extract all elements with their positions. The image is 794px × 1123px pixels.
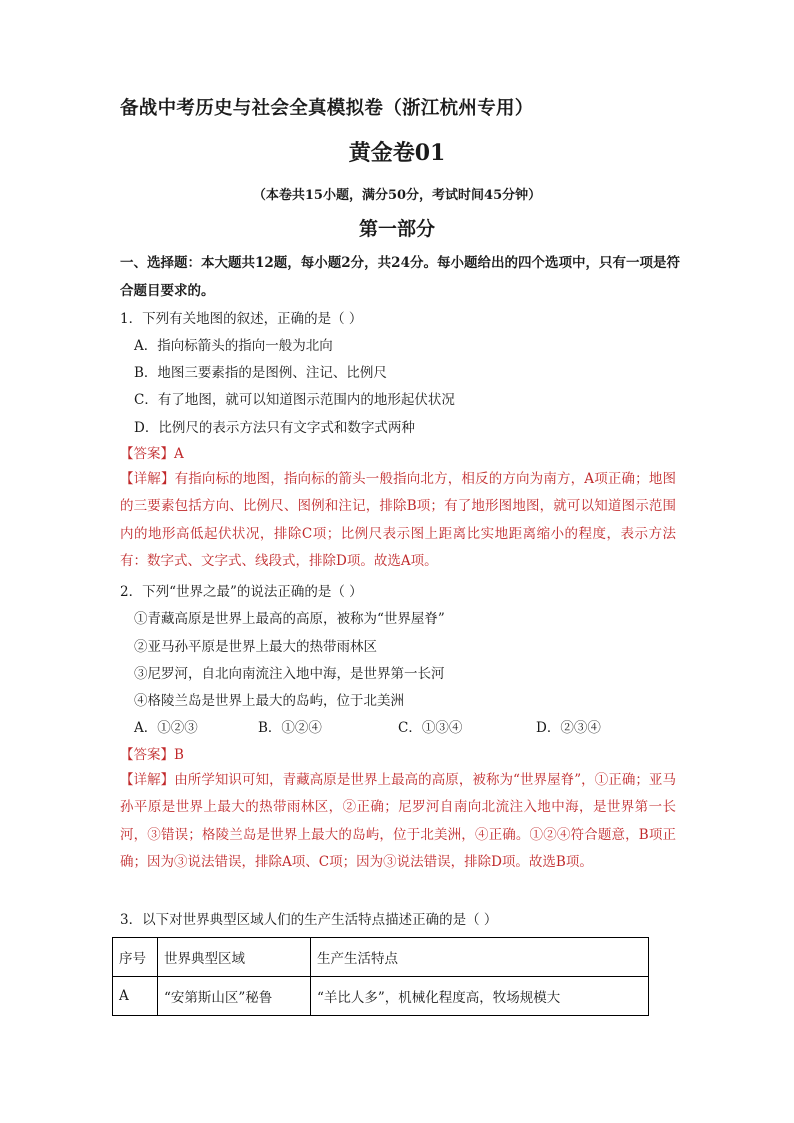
q2-statement-2: ②亚马孙平原是世界上最大的热带雨林区	[134, 639, 377, 655]
section-intro: 一、选择题：本大题共12题，每小题2分，共24分。每小题给出的四个选项中，只有一项是符合题目要求的。	[120, 255, 680, 299]
table-header-cell: 生产生活特点	[311, 938, 649, 977]
q2-option-d: D．②③④	[536, 720, 601, 736]
paper-note: （本卷共15小题，满分50分，考试时间45分钟）	[252, 188, 542, 203]
q2-statement-4: ④格陵兰岛是世界上最大的岛屿，位于北美洲	[134, 693, 404, 709]
q1-option-d: D．比例尺的表示方法只有文字式和数字式两种	[134, 420, 415, 436]
table-row	[113, 977, 649, 1016]
q2-option-c: C．①③④	[398, 720, 463, 736]
table-header-cell: 序号	[113, 938, 158, 977]
table-cell: “羊比人多”，机械化程度高，牧场规模大	[311, 977, 649, 1016]
table-header-cell: 世界典型区域	[158, 938, 311, 977]
q2-option-b: B．①②④	[258, 720, 322, 736]
q2-stem: 2．下列“世界之最”的说法正确的是（ ）	[120, 584, 363, 600]
q2-statement-3: ③尼罗河，自北向南流注入地中海，是世界第一长河	[134, 666, 445, 682]
part-title: 第一部分	[358, 218, 435, 240]
q1-option-c: C．有了地图，就可以知道图示范围内的地形起伏状况	[134, 392, 455, 408]
paper-title: 黄金卷01	[348, 140, 446, 166]
q2-statement-1: ①青藏高原是世界上最高的高原，被称为“世界屋脊”	[134, 611, 445, 627]
table-cell: “安第斯山区”秘鲁	[158, 977, 311, 1016]
q1-option-b: B．地图三要素指的是图例、注记、比例尺	[134, 365, 387, 381]
q1-analysis: 【详解】有指向标的地图，指向标的箭头一般指向北方，相反的方向为南方，A项正确；地图的三要素包括方向、比例尺、图例和注记，排除B项；有了地形图地图，就可以知道图示范围内的地形高低起伏状况，排除C项；比例尺表示图上距离比实地距离缩小的程度，表示方法有：数字式、文字式、线段式，排除D项。故选A项。	[120, 471, 676, 570]
q1-option-a: A．指向标箭头的指向一般为北向	[134, 338, 333, 354]
q1-stem: 1．下列有关地图的叙述，正确的是（ ）	[120, 311, 363, 327]
q3-stem: 3．以下对世界典型区域人们的生产生活特点描述正确的是（ ）	[120, 912, 498, 928]
table-cell: A	[113, 977, 158, 1016]
q3-table	[112, 937, 649, 1016]
q2-answer: 【答案】B	[120, 747, 184, 763]
q2-analysis: 【详解】由所学知识可知，青藏高原是世界上最高的高原，被称为“世界屋脊”，①正确；亚马孙平原是世界上最大的热带雨林区，②正确；尼罗河自南向北流注入地中海，是世界第一长河，③错误；格陵兰岛是世界上最大的岛屿，位于北美洲，④正确。①②④符合题意，B项正确；因为③说法错误，排除A项、C项；因为③说法错误，排除D项。故选B项。	[120, 772, 676, 871]
series-title: 备战中考历史与社会全真模拟卷（浙江杭州专用）	[120, 98, 534, 119]
table-header-row	[113, 938, 649, 977]
q2-option-a: A．①②③	[134, 720, 198, 736]
q1-answer: 【答案】A	[120, 446, 184, 462]
